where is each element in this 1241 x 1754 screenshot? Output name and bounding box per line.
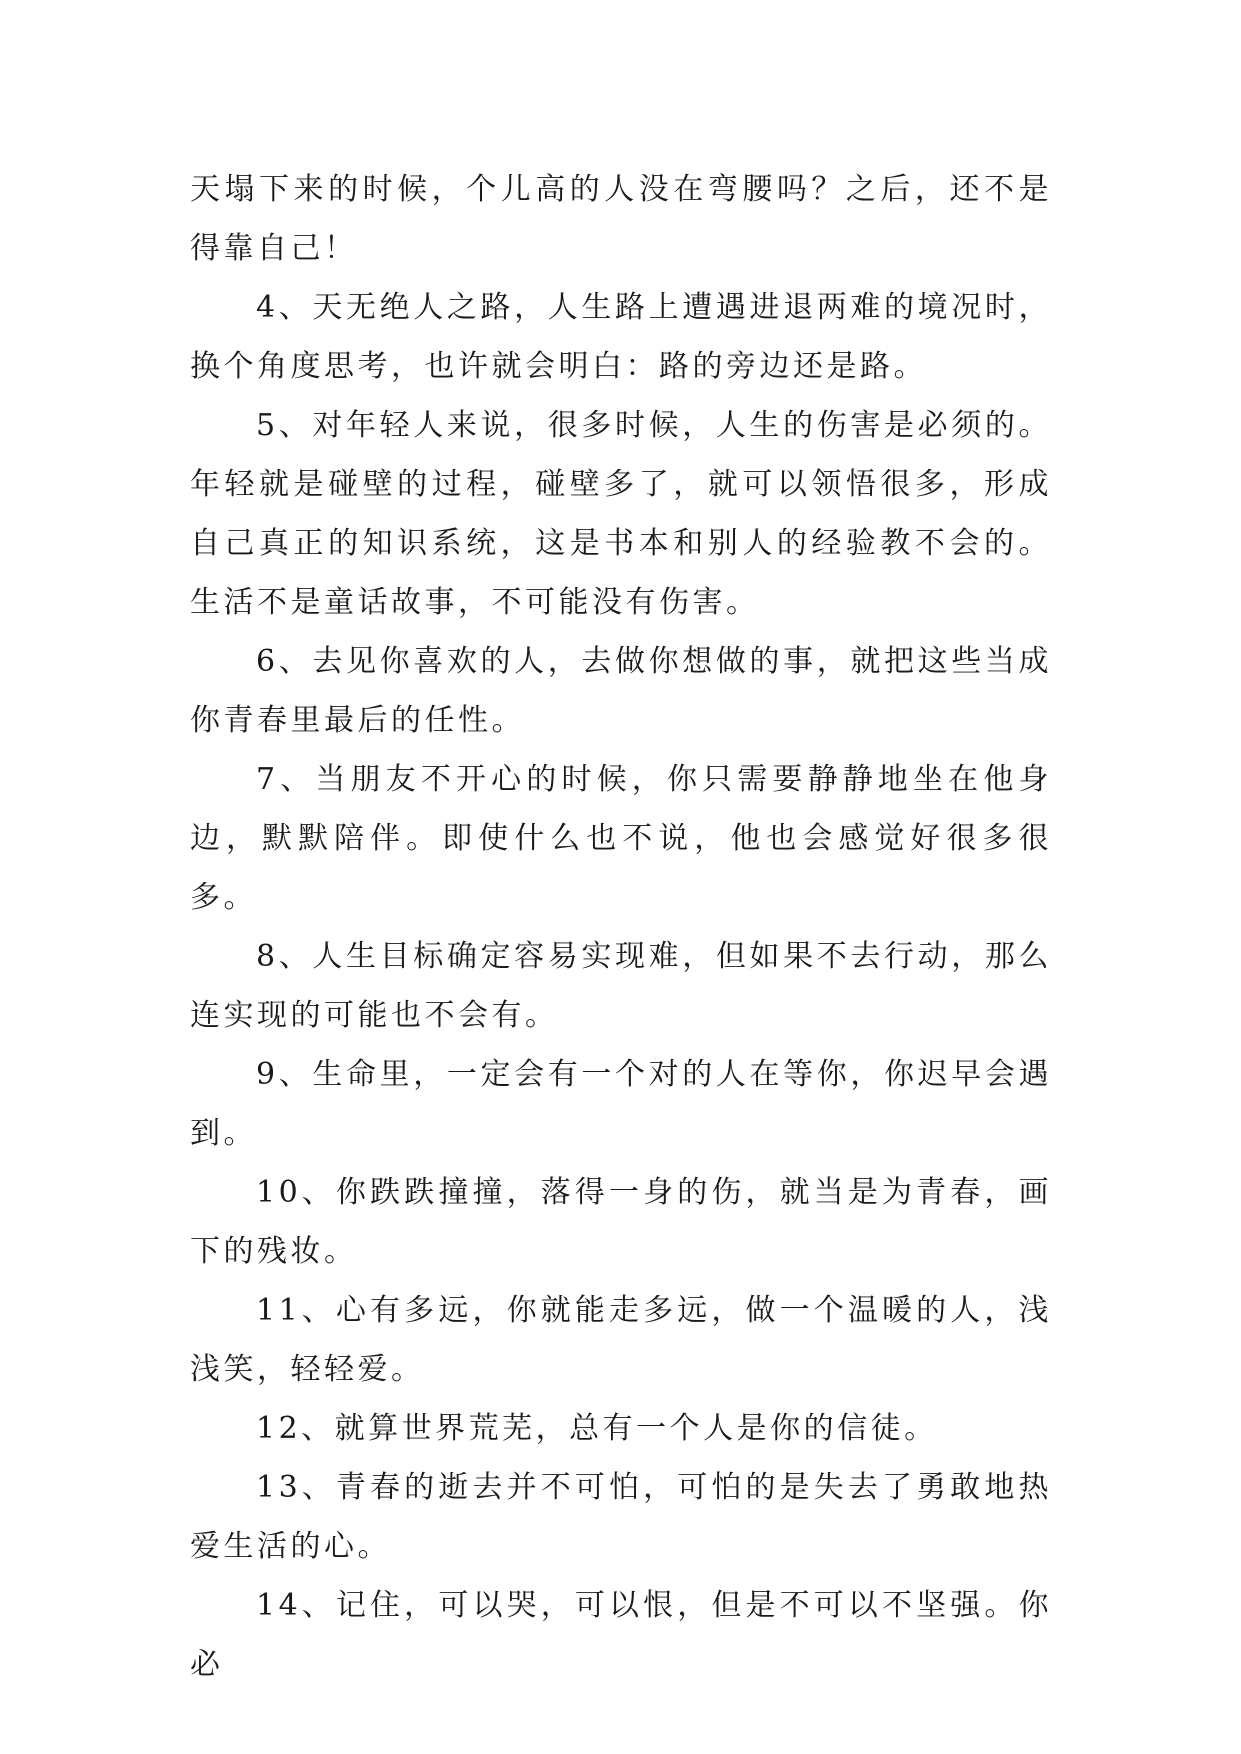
paragraph-item-12: 12、就算世界荒芜，总有一个人是你的信徒。	[256, 1411, 938, 1446]
paragraph-item-5: 5、对年轻人来说，很多时候，人生的伤害是必须的。年轻就是碰壁的过程，碰壁多了，就可以领悟很多，形成自己真正的知识系统，这是书本和别人的经验教不会的。生活不是童话故事，不可能没有伤害。	[190, 408, 1052, 620]
paragraph-item-8: 8、人生目标确定容易实现难，但如果不去行动，那么连实现的可能也不会有。	[190, 939, 1052, 1033]
paragraph-item-10: 10、你跌跌撞撞，落得一身的伤，就当是为青春，画下的残妆。	[190, 1175, 1052, 1269]
paragraph-item-13: 13、青春的逝去并不可怕，可怕的是失去了勇敢地热爱生活的心。	[190, 1470, 1052, 1564]
document-body	[190, 160, 1052, 1694]
paragraph-item-7: 7、当朋友不开心的时候，你只需要静静地坐在他身边，默默陪伴。即使什么也不说，他也会感觉好很多很多。	[190, 762, 1052, 915]
paragraph-item-9: 9、生命里，一定会有一个对的人在等你，你迟早会遇到。	[190, 1057, 1052, 1151]
paragraph-item-11: 11、心有多远，你就能走多远，做一个温暖的人，浅浅笑，轻轻爱。	[190, 1293, 1052, 1387]
paragraph-item-4: 4、天无绝人之路，人生路上遭遇进退两难的境况时，换个角度思考，也许就会明白：路的旁边还是路。	[190, 290, 1052, 384]
paragraph-continuation: 天塌下来的时候，个儿高的人没在弯腰吗？之后，还不是得靠自己！	[190, 172, 1052, 266]
paragraph-item-6: 6、去见你喜欢的人，去做你想做的事，就把这些当成你青春里最后的任性。	[190, 644, 1052, 738]
paragraph-item-14: 14、记住，可以哭，可以恨，但是不可以不坚强。你必	[190, 1588, 1052, 1682]
